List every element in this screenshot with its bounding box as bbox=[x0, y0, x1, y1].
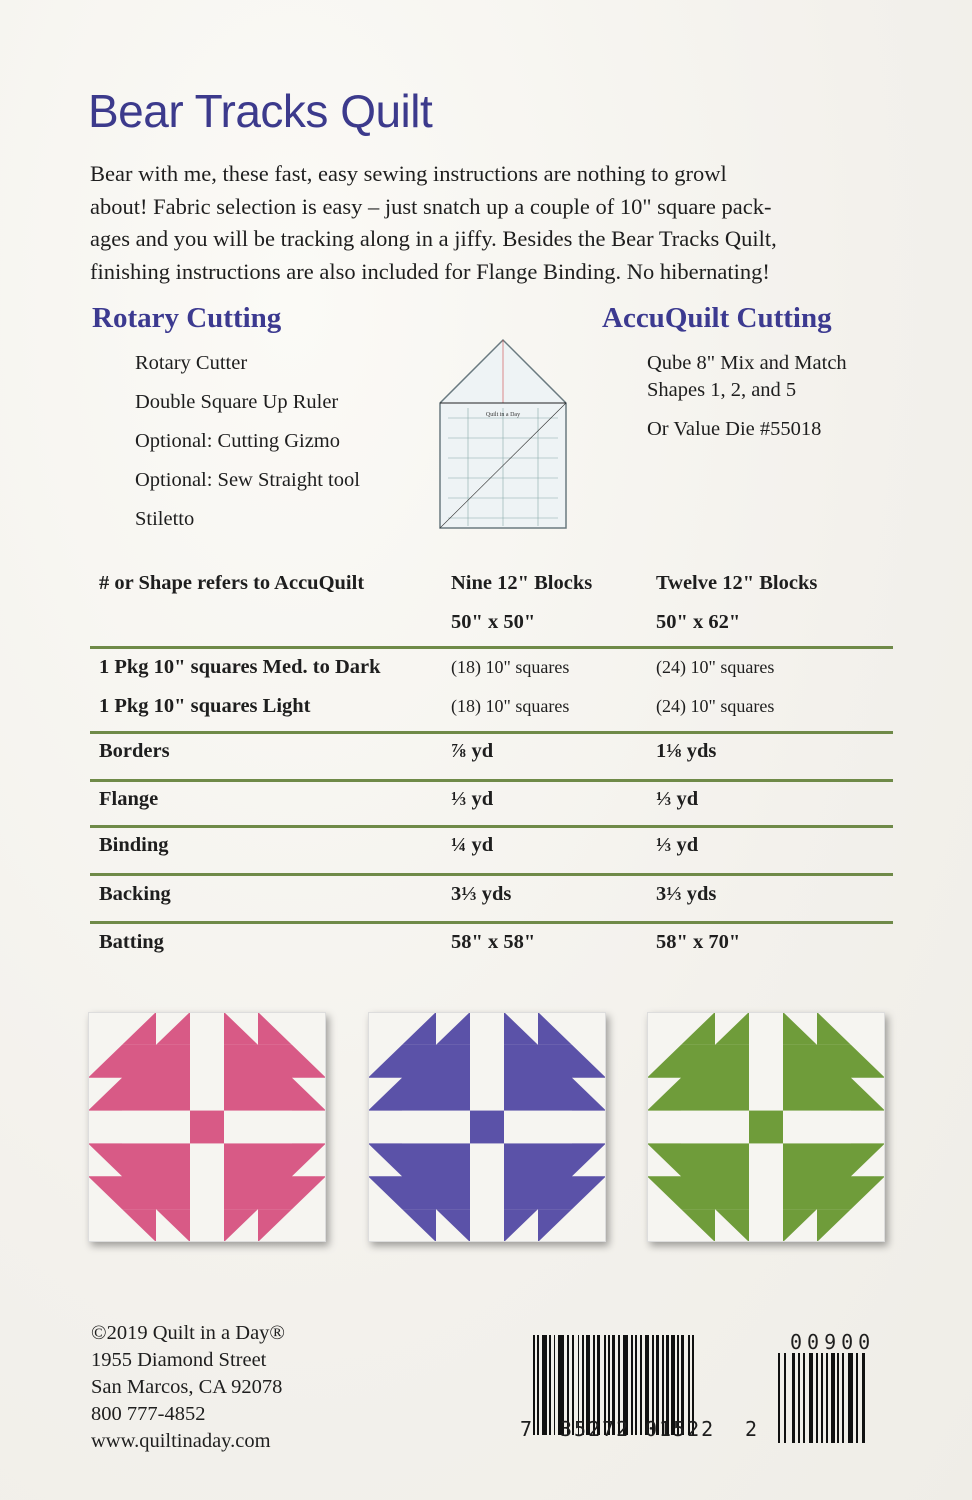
row-value: ⅓ yd bbox=[656, 788, 699, 810]
list-item: Optional: Sew Straight tool bbox=[135, 469, 360, 491]
col1-header: Nine 12" Blocks bbox=[451, 572, 593, 594]
row-value: (24) 10" squares bbox=[656, 657, 775, 677]
barcode-bar bbox=[842, 1353, 844, 1443]
barcode-bar bbox=[778, 1353, 780, 1443]
barcode-bar bbox=[533, 1335, 535, 1435]
copyright: ©2019 Quilt in a Day® bbox=[91, 1322, 285, 1344]
col2-size: 50" x 62" bbox=[656, 611, 741, 633]
center-square bbox=[190, 1111, 224, 1144]
barcode-bar bbox=[862, 1353, 865, 1443]
ruler-label: Quilt in a Day bbox=[485, 412, 521, 418]
barcode-bar bbox=[821, 1353, 823, 1443]
paw-square bbox=[402, 1143, 470, 1209]
barcode-bar bbox=[635, 1335, 637, 1435]
paw-square bbox=[224, 1143, 292, 1209]
row-value: 58" x 70" bbox=[656, 931, 741, 953]
rotary-cutting-heading: Rotary Cutting bbox=[92, 302, 282, 334]
barcode-bar bbox=[784, 1353, 786, 1443]
list-item: Shapes 1, 2, and 5 bbox=[647, 379, 797, 401]
list-item: Stiletto bbox=[135, 508, 195, 530]
table-divider bbox=[90, 731, 893, 734]
barcode-bar bbox=[542, 1335, 547, 1435]
barcode-bar bbox=[631, 1335, 633, 1435]
quilt-block-purple bbox=[368, 1012, 606, 1242]
paw-square bbox=[783, 1045, 851, 1111]
intro-line: about! Fabric selection is easy – just snatch up a couple of 10" square pack- bbox=[90, 193, 772, 219]
barcode-addon-digits: 00900 bbox=[790, 1330, 876, 1354]
row-value: 1⅛ yds bbox=[656, 740, 717, 762]
barcode-bar bbox=[537, 1335, 539, 1435]
intro-paragraph bbox=[90, 158, 890, 288]
barcode-bar bbox=[549, 1335, 551, 1435]
row-value: ⅓ yd bbox=[451, 788, 494, 810]
row-value: (18) 10" squares bbox=[451, 657, 570, 677]
row-label: Borders bbox=[99, 740, 170, 762]
paw-square bbox=[122, 1045, 190, 1111]
paw-square bbox=[681, 1143, 749, 1209]
barcode-digits-right: 01522 bbox=[645, 1417, 716, 1441]
intro-line: finishing instructions are also included for Flange Binding. No hibernating! bbox=[90, 258, 770, 284]
center-square bbox=[470, 1111, 504, 1144]
row-value: 58" x 58" bbox=[451, 931, 536, 953]
barcode-addon-bars bbox=[778, 1353, 888, 1443]
barcode-bar bbox=[837, 1353, 839, 1443]
table-divider bbox=[90, 873, 893, 876]
paw-square bbox=[122, 1143, 190, 1209]
row-value: ¼ yd bbox=[451, 834, 494, 856]
quilt-block-green bbox=[647, 1012, 885, 1242]
barcode-bar bbox=[826, 1353, 828, 1443]
row-label: Backing bbox=[99, 883, 171, 905]
paw-square bbox=[504, 1143, 572, 1209]
list-item: Rotary Cutter bbox=[135, 352, 248, 374]
table-divider bbox=[90, 921, 893, 924]
list-item: Or Value Die #55018 bbox=[647, 418, 822, 440]
row-label: Batting bbox=[99, 931, 164, 953]
ruler-image bbox=[438, 338, 568, 530]
center-square bbox=[749, 1111, 783, 1144]
barcode-bar bbox=[848, 1353, 853, 1443]
barcode-bar bbox=[640, 1335, 642, 1435]
quilt-block-pink bbox=[88, 1012, 326, 1242]
row-value: ⅓ yd bbox=[656, 834, 699, 856]
accuquilt-cutting-heading: AccuQuilt Cutting bbox=[602, 302, 832, 334]
list-item: Double Square Up Ruler bbox=[135, 391, 339, 413]
row-label: 1 Pkg 10" squares Med. to Dark bbox=[99, 656, 381, 678]
row-label: Binding bbox=[99, 834, 169, 856]
barcode-bar bbox=[816, 1353, 818, 1443]
row-value: ⅞ yd bbox=[451, 740, 494, 762]
barcode-bar bbox=[554, 1335, 555, 1435]
barcode-bar bbox=[798, 1353, 800, 1443]
barcode-digit: 7 bbox=[520, 1417, 533, 1441]
list-item: Optional: Cutting Gizmo bbox=[135, 430, 340, 452]
paw-square bbox=[224, 1045, 292, 1111]
barcode-bar bbox=[856, 1353, 858, 1443]
page-title: Bear Tracks Quilt bbox=[88, 85, 433, 137]
table-note: # or Shape refers to AccuQuilt bbox=[99, 572, 365, 594]
paw-square bbox=[504, 1045, 572, 1111]
row-label: Flange bbox=[99, 788, 159, 810]
table-divider bbox=[90, 825, 893, 828]
barcode-digits-left: 35272 bbox=[560, 1417, 631, 1441]
barcode-check-digit: 2 bbox=[745, 1417, 758, 1441]
row-value: 3⅓ yds bbox=[451, 883, 512, 905]
barcode-bar bbox=[809, 1353, 813, 1443]
phone: 800 777-4852 bbox=[91, 1403, 206, 1425]
paw-square bbox=[681, 1045, 749, 1111]
barcode-bar bbox=[803, 1353, 805, 1443]
col2-header: Twelve 12" Blocks bbox=[656, 572, 818, 594]
intro-line: ages and you will be tracking along in a jiffy. Besides the Bear Tracks Quilt, bbox=[90, 226, 777, 251]
city: San Marcos, CA 92078 bbox=[91, 1376, 283, 1398]
list-item: Qube 8" Mix and Match bbox=[647, 352, 847, 374]
barcode-bar bbox=[831, 1353, 835, 1443]
intro-line: Bear with me, these fast, easy sewing instructions are nothing to growl bbox=[90, 161, 727, 186]
street: 1955 Diamond Street bbox=[91, 1349, 267, 1371]
col1-size: 50" x 50" bbox=[451, 611, 536, 633]
website[interactable]: www.quiltinaday.com bbox=[91, 1430, 271, 1452]
table-divider bbox=[90, 779, 893, 782]
barcode-bar bbox=[792, 1353, 795, 1443]
barcode bbox=[520, 1325, 900, 1455]
row-label: 1 Pkg 10" squares Light bbox=[99, 695, 311, 717]
paw-square bbox=[783, 1143, 851, 1209]
row-value: (24) 10" squares bbox=[656, 696, 775, 716]
table-divider bbox=[90, 646, 893, 649]
paw-square bbox=[402, 1045, 470, 1111]
row-value: (18) 10" squares bbox=[451, 696, 570, 716]
row-value: 3⅓ yds bbox=[656, 883, 717, 905]
